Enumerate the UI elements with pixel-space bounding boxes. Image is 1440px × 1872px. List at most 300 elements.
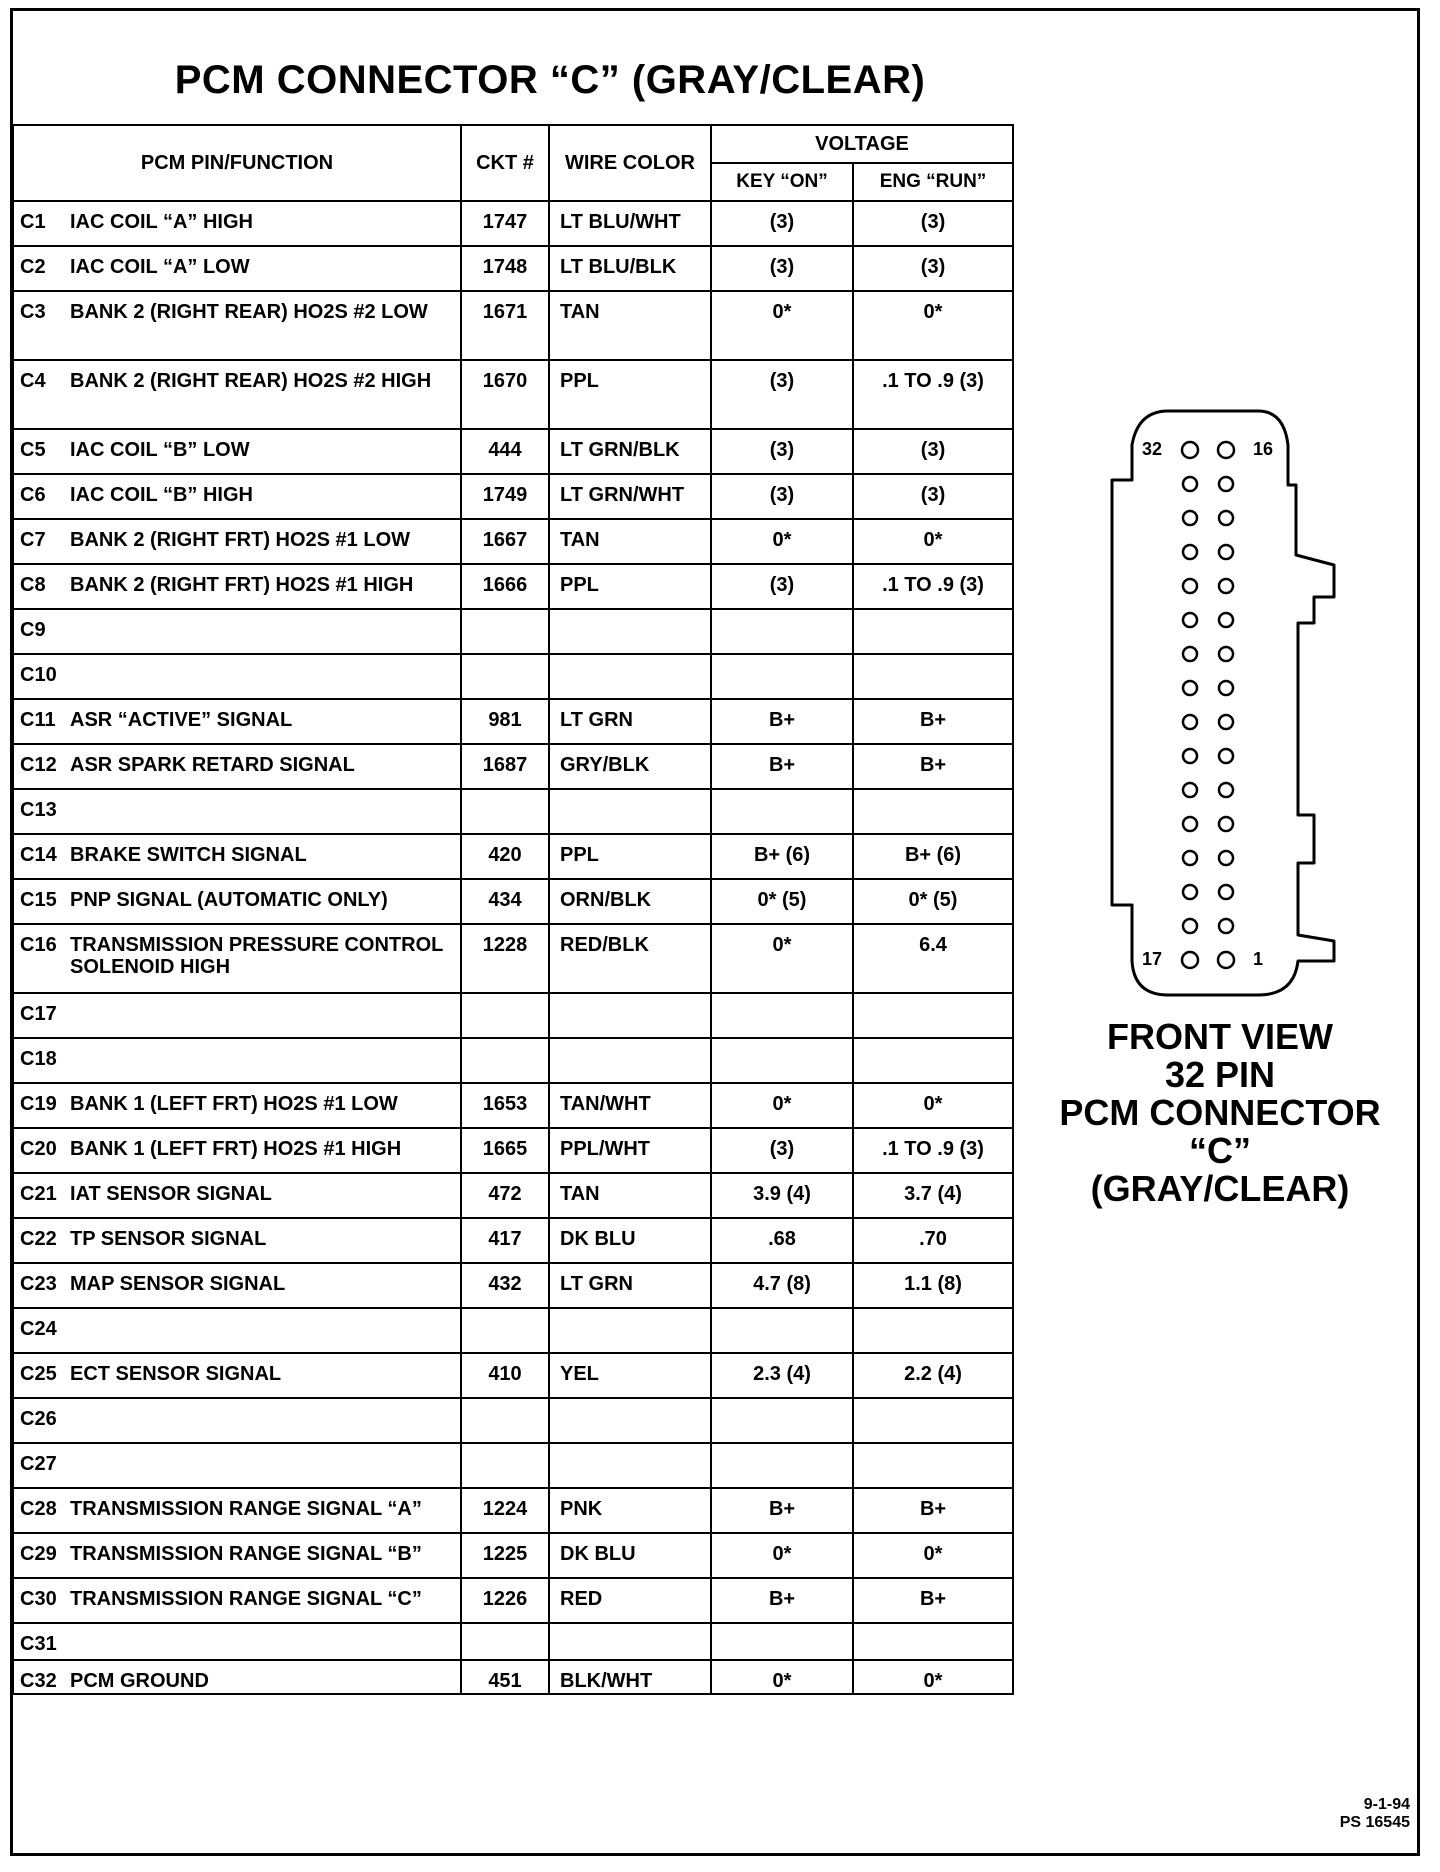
table-row [13, 564, 1013, 609]
pin-hole [1183, 885, 1197, 899]
table-row [13, 1443, 1013, 1488]
cell-wire-color: PNK [549, 1488, 711, 1533]
pin-id: C5 [20, 439, 46, 461]
cell-key-on: 0* [711, 1083, 853, 1128]
cell-eng-run [853, 654, 1013, 699]
cell-key-on [711, 1308, 853, 1353]
cell-ckt: 1671 [461, 291, 549, 360]
cell-ckt: 1665 [461, 1128, 549, 1173]
pin-hole [1183, 851, 1197, 865]
table-row [13, 1128, 1013, 1173]
pin-function: ECT SENSOR SIGNAL [70, 1363, 282, 1385]
cell-eng-run: 2.2 (4) [853, 1353, 1013, 1398]
cell-eng-run: 0* [853, 291, 1013, 360]
cell-ckt: 432 [461, 1263, 549, 1308]
cell-key-on: (3) [711, 246, 853, 291]
cell-eng-run [853, 1038, 1013, 1083]
cell-ckt: 1228 [461, 924, 549, 993]
pin-id: C1 [20, 211, 46, 233]
cell-ckt: 1667 [461, 519, 549, 564]
cell-pin-function [13, 429, 461, 474]
table-row [13, 1173, 1013, 1218]
table-row [13, 1083, 1013, 1128]
cell-ckt: 1666 [461, 564, 549, 609]
cell-wire-color [549, 609, 711, 654]
cell-pin-function [13, 360, 461, 429]
cell-wire-color [549, 1038, 711, 1083]
cell-key-on [711, 1398, 853, 1443]
pin-function: BRAKE SWITCH SIGNAL [70, 844, 307, 866]
cell-pin-function [13, 1398, 461, 1443]
caption-line: FRONT VIEW [1107, 1016, 1333, 1057]
cell-key-on [711, 1038, 853, 1083]
pin-hole [1183, 511, 1197, 525]
table-row [13, 246, 1013, 291]
pin-hole [1183, 817, 1197, 831]
pin-hole [1183, 715, 1197, 729]
pin-hole [1182, 952, 1198, 968]
cell-pin-function [13, 1308, 461, 1353]
cell-pin-function [13, 564, 461, 609]
pin-function: MAP SENSOR SIGNAL [70, 1273, 286, 1295]
cell-key-on [711, 1623, 853, 1660]
cell-eng-run: (3) [853, 246, 1013, 291]
table-row [13, 699, 1013, 744]
header-voltage: VOLTAGE [711, 125, 1013, 163]
pin-table [12, 124, 1014, 1695]
table-row [13, 1660, 1013, 1694]
cell-pin-function [13, 1533, 461, 1578]
pin-hole [1219, 681, 1233, 695]
cell-ckt: 434 [461, 879, 549, 924]
cell-eng-run: 0* (5) [853, 879, 1013, 924]
cell-pin-function [13, 924, 461, 993]
pin-id: C26 [20, 1408, 57, 1430]
pin-label-1: 1 [1253, 949, 1264, 969]
pin-hole [1183, 783, 1197, 797]
footer [1340, 1796, 1410, 1832]
cell-pin-function [13, 1443, 461, 1488]
pin-function: IAC COIL “B” LOW [70, 439, 250, 461]
cell-pin-function [13, 291, 461, 360]
cell-eng-run [853, 1308, 1013, 1353]
pin-id: C3 [20, 301, 46, 323]
pin-id: C14 [20, 844, 57, 866]
cell-eng-run: 1.1 (8) [853, 1263, 1013, 1308]
cell-wire-color [549, 1443, 711, 1488]
cell-eng-run: (3) [853, 474, 1013, 519]
header-pin-function: PCM PIN/FUNCTION [13, 125, 461, 201]
cell-key-on: (3) [711, 429, 853, 474]
cell-eng-run: 3.7 (4) [853, 1173, 1013, 1218]
cell-eng-run: B+ (6) [853, 834, 1013, 879]
pin-label-32: 32 [1141, 439, 1162, 459]
cell-eng-run [853, 789, 1013, 834]
table-row [13, 789, 1013, 834]
cell-key-on [711, 789, 853, 834]
pin-hole [1219, 647, 1233, 661]
cell-pin-function [13, 1083, 461, 1128]
cell-eng-run [853, 1443, 1013, 1488]
pin-id: C20 [20, 1138, 57, 1160]
table-row [13, 474, 1013, 519]
cell-pin-function [13, 1128, 461, 1173]
connector-caption [1020, 1018, 1420, 1208]
cell-ckt: 1653 [461, 1083, 549, 1128]
pin-function: TP SENSOR SIGNAL [70, 1228, 267, 1250]
cell-ckt: 1226 [461, 1578, 549, 1623]
cell-pin-function [13, 1263, 461, 1308]
pin-id: C24 [20, 1318, 57, 1340]
cell-key-on: B+ [711, 699, 853, 744]
cell-ckt: 1747 [461, 201, 549, 246]
pin-hole [1183, 919, 1197, 933]
cell-wire-color: TAN [549, 1173, 711, 1218]
connector-outline [1112, 411, 1334, 995]
cell-ckt: 417 [461, 1218, 549, 1263]
table-row [13, 654, 1013, 699]
cell-eng-run: .1 TO .9 (3) [853, 564, 1013, 609]
pin-function: TRANSMISSION RANGE SIGNAL “A” [70, 1498, 422, 1520]
table-row [13, 924, 1013, 993]
cell-ckt [461, 609, 549, 654]
cell-ckt: 1748 [461, 246, 549, 291]
cell-ckt: 1225 [461, 1533, 549, 1578]
cell-key-on: B+ [711, 1488, 853, 1533]
table-row [13, 291, 1013, 360]
cell-wire-color: TAN [549, 519, 711, 564]
cell-ckt [461, 1308, 549, 1353]
cell-wire-color: BLK/WHT [549, 1660, 711, 1694]
cell-wire-color: RED/BLK [549, 924, 711, 993]
cell-wire-color: DK BLU [549, 1533, 711, 1578]
pin-hole [1219, 885, 1233, 899]
pin-hole [1219, 749, 1233, 763]
cell-eng-run: (3) [853, 201, 1013, 246]
cell-wire-color: TAN/WHT [549, 1083, 711, 1128]
cell-pin-function [13, 609, 461, 654]
table-row [13, 201, 1013, 246]
cell-key-on: 4.7 (8) [711, 1263, 853, 1308]
cell-eng-run [853, 609, 1013, 654]
cell-ckt: 1224 [461, 1488, 549, 1533]
table-row [13, 609, 1013, 654]
pin-hole [1219, 851, 1233, 865]
cell-wire-color [549, 1398, 711, 1443]
cell-key-on: (3) [711, 564, 853, 609]
cell-eng-run: .70 [853, 1218, 1013, 1263]
cell-wire-color: RED [549, 1578, 711, 1623]
pin-id: C2 [20, 256, 46, 278]
cell-wire-color: PPL [549, 360, 711, 429]
cell-wire-color: PPL [549, 834, 711, 879]
pin-function: ASR “ACTIVE” SIGNAL [70, 709, 293, 731]
cell-eng-run: .1 TO .9 (3) [853, 360, 1013, 429]
pin-id: C27 [20, 1453, 57, 1475]
cell-ckt: 444 [461, 429, 549, 474]
pin-function: IAC COIL “A” LOW [70, 256, 250, 278]
pin-id: C30 [20, 1588, 57, 1610]
pin-id: C7 [20, 529, 46, 551]
cell-wire-color [549, 789, 711, 834]
cell-eng-run: B+ [853, 1488, 1013, 1533]
table-row [13, 879, 1013, 924]
cell-wire-color [549, 1308, 711, 1353]
header-ckt: CKT # [461, 125, 549, 201]
table-row [13, 993, 1013, 1038]
footer-date: 9-1-94 [1363, 1796, 1410, 1813]
cell-key-on [711, 1443, 853, 1488]
cell-pin-function [13, 879, 461, 924]
cell-wire-color: GRY/BLK [549, 744, 711, 789]
cell-eng-run: 0* [853, 1533, 1013, 1578]
header-eng-run: ENG “RUN” [853, 163, 1013, 201]
cell-ckt: 410 [461, 1353, 549, 1398]
pin-function: IAT SENSOR SIGNAL [70, 1183, 272, 1205]
cell-pin-function [13, 744, 461, 789]
pin-id: C12 [20, 754, 57, 776]
pin-function: TRANSMISSION RANGE SIGNAL “C” [70, 1588, 422, 1610]
pin-hole [1183, 647, 1197, 661]
pin-id: C25 [20, 1363, 57, 1385]
cell-ckt: 451 [461, 1660, 549, 1694]
cell-eng-run: B+ [853, 699, 1013, 744]
cell-key-on: 0* [711, 924, 853, 993]
pin-id: C31 [20, 1633, 57, 1655]
caption-line: 32 PIN [1164, 1054, 1276, 1095]
pin-hole [1219, 817, 1233, 831]
cell-wire-color: ORN/BLK [549, 879, 711, 924]
caption-line: “C” [1189, 1130, 1251, 1171]
pin-function: BANK 1 (LEFT FRT) HO2S #1 LOW [70, 1093, 398, 1115]
cell-key-on: 0* [711, 519, 853, 564]
pin-hole [1182, 442, 1198, 458]
pin-function: ASR SPARK RETARD SIGNAL [70, 754, 355, 776]
cell-pin-function [13, 1353, 461, 1398]
cell-eng-run [853, 993, 1013, 1038]
cell-ckt: 981 [461, 699, 549, 744]
cell-key-on [711, 993, 853, 1038]
cell-key-on: B+ [711, 744, 853, 789]
pin-id: C29 [20, 1543, 57, 1565]
pin-hole [1219, 579, 1233, 593]
pin-id: C28 [20, 1498, 57, 1520]
pin-hole [1219, 783, 1233, 797]
pin-function: IAC COIL “B” HIGH [70, 484, 253, 506]
pin-label-17: 17 [1141, 949, 1162, 969]
cell-ckt: 472 [461, 1173, 549, 1218]
pin-id: C9 [20, 619, 46, 641]
pin-hole [1183, 477, 1197, 491]
table-row [13, 1038, 1013, 1083]
cell-wire-color: PPL/WHT [549, 1128, 711, 1173]
cell-key-on: .68 [711, 1218, 853, 1263]
pin-hole [1219, 715, 1233, 729]
cell-pin-function [13, 1578, 461, 1623]
cell-wire-color: LT BLU/BLK [549, 246, 711, 291]
pin-function: BANK 2 (RIGHT REAR) HO2S #2 LOW [70, 301, 428, 323]
page-title: PCM CONNECTOR “C” (GRAY/CLEAR) [174, 58, 926, 102]
cell-eng-run: 0* [853, 1660, 1013, 1694]
cell-wire-color: LT GRN [549, 699, 711, 744]
cell-pin-function [13, 1218, 461, 1263]
pin-function: PCM GROUND [70, 1670, 209, 1692]
pin-label-16: 16 [1253, 439, 1274, 459]
cell-key-on: 2.3 (4) [711, 1353, 853, 1398]
pin-id: C32 [20, 1670, 57, 1692]
pin-hole [1218, 952, 1234, 968]
cell-wire-color [549, 654, 711, 699]
pin-id: C4 [20, 370, 46, 392]
pin-hole [1183, 579, 1197, 593]
table-row [13, 519, 1013, 564]
table-row [13, 744, 1013, 789]
cell-pin-function [13, 834, 461, 879]
cell-pin-function [13, 1173, 461, 1218]
cell-pin-function [13, 789, 461, 834]
cell-key-on [711, 654, 853, 699]
pin-id: C11 [20, 709, 56, 731]
cell-pin-function [13, 1623, 461, 1660]
caption-line: (GRAY/CLEAR) [1090, 1168, 1350, 1209]
cell-pin-function [13, 993, 461, 1038]
cell-eng-run: B+ [853, 1578, 1013, 1623]
pin-holes [1182, 442, 1234, 968]
table-row [13, 360, 1013, 429]
cell-key-on [711, 609, 853, 654]
cell-pin-function [13, 1038, 461, 1083]
table-row [13, 1578, 1013, 1623]
cell-wire-color: LT GRN/WHT [549, 474, 711, 519]
pin-function: BANK 1 (LEFT FRT) HO2S #1 HIGH [70, 1138, 402, 1160]
cell-pin-function [13, 654, 461, 699]
cell-key-on: (3) [711, 360, 853, 429]
pin-id: C17 [20, 1003, 57, 1025]
cell-eng-run [853, 1398, 1013, 1443]
cell-ckt [461, 654, 549, 699]
pin-id: C10 [20, 664, 57, 686]
pin-id: C18 [20, 1048, 57, 1070]
cell-pin-function [13, 1488, 461, 1533]
cell-ckt: 1687 [461, 744, 549, 789]
pin-hole [1218, 442, 1234, 458]
cell-ckt [461, 789, 549, 834]
cell-pin-function [13, 474, 461, 519]
cell-wire-color: LT BLU/WHT [549, 201, 711, 246]
pin-hole [1183, 749, 1197, 763]
cell-key-on: (3) [711, 201, 853, 246]
cell-ckt: 1749 [461, 474, 549, 519]
cell-pin-function [13, 699, 461, 744]
cell-pin-function [13, 246, 461, 291]
cell-pin-function [13, 201, 461, 246]
cell-wire-color [549, 993, 711, 1038]
cell-key-on: (3) [711, 1128, 853, 1173]
pin-id: C13 [20, 799, 57, 821]
cell-key-on: (3) [711, 474, 853, 519]
pin-id: C8 [20, 574, 46, 596]
pin-function: TRANSMISSION PRESSURE CONTROL SOLENOID HIGH [70, 934, 443, 978]
header-wire-color: WIRE COLOR [549, 125, 711, 201]
cell-key-on: B+ [711, 1578, 853, 1623]
table-row [13, 1533, 1013, 1578]
cell-wire-color: YEL [549, 1353, 711, 1398]
pin-id: C6 [20, 484, 46, 506]
pin-function: BANK 2 (RIGHT FRT) HO2S #1 LOW [70, 529, 411, 551]
pin-id: C16 [20, 934, 57, 956]
pin-id: C22 [20, 1228, 57, 1250]
cell-ckt: 1670 [461, 360, 549, 429]
cell-eng-run: B+ [853, 744, 1013, 789]
cell-eng-run [853, 1623, 1013, 1660]
cell-key-on: 0* (5) [711, 879, 853, 924]
pin-function: TRANSMISSION RANGE SIGNAL “B” [70, 1543, 422, 1565]
cell-pin-function [13, 519, 461, 564]
cell-wire-color: DK BLU [549, 1218, 711, 1263]
pin-function: BANK 2 (RIGHT FRT) HO2S #1 HIGH [70, 574, 414, 596]
cell-eng-run: .1 TO .9 (3) [853, 1128, 1013, 1173]
table-row [13, 1263, 1013, 1308]
cell-wire-color: PPL [549, 564, 711, 609]
cell-eng-run: 6.4 [853, 924, 1013, 993]
table-row [13, 1218, 1013, 1263]
pin-hole [1219, 477, 1233, 491]
table-row [13, 429, 1013, 474]
cell-wire-color: LT GRN/BLK [549, 429, 711, 474]
connector-diagram [1108, 405, 1338, 1000]
cell-eng-run: (3) [853, 429, 1013, 474]
pin-hole [1219, 613, 1233, 627]
cell-ckt [461, 1443, 549, 1488]
table-row [13, 1398, 1013, 1443]
cell-ckt [461, 993, 549, 1038]
cell-ckt [461, 1398, 549, 1443]
table-row [13, 1308, 1013, 1353]
footer-code: PS 16545 [1339, 1814, 1410, 1831]
cell-ckt: 420 [461, 834, 549, 879]
caption-line: PCM CONNECTOR [1059, 1092, 1381, 1133]
cell-key-on: 0* [711, 291, 853, 360]
pin-function: BANK 2 (RIGHT REAR) HO2S #2 HIGH [70, 370, 432, 392]
cell-key-on: 0* [711, 1533, 853, 1578]
cell-eng-run: 0* [853, 519, 1013, 564]
pin-hole [1219, 511, 1233, 525]
cell-pin-function [13, 1660, 461, 1694]
pin-id: C21 [20, 1183, 57, 1205]
pin-hole [1183, 681, 1197, 695]
table-row [13, 1488, 1013, 1533]
cell-ckt [461, 1038, 549, 1083]
table-row [13, 1623, 1013, 1660]
cell-ckt [461, 1623, 549, 1660]
pin-hole [1183, 613, 1197, 627]
table-row [13, 1353, 1013, 1398]
cell-wire-color: LT GRN [549, 1263, 711, 1308]
cell-wire-color [549, 1623, 711, 1660]
cell-wire-color: TAN [549, 291, 711, 360]
pin-hole [1219, 919, 1233, 933]
pin-id: C23 [20, 1273, 57, 1295]
cell-eng-run: 0* [853, 1083, 1013, 1128]
table-row [13, 834, 1013, 879]
cell-key-on: 0* [711, 1660, 853, 1694]
pin-hole [1183, 545, 1197, 559]
pin-function: PNP SIGNAL (AUTOMATIC ONLY) [70, 889, 388, 911]
pin-id: C19 [20, 1093, 57, 1115]
pin-function: IAC COIL “A” HIGH [70, 211, 253, 233]
header-key-on: KEY “ON” [711, 163, 853, 201]
pin-id: C15 [20, 889, 57, 911]
